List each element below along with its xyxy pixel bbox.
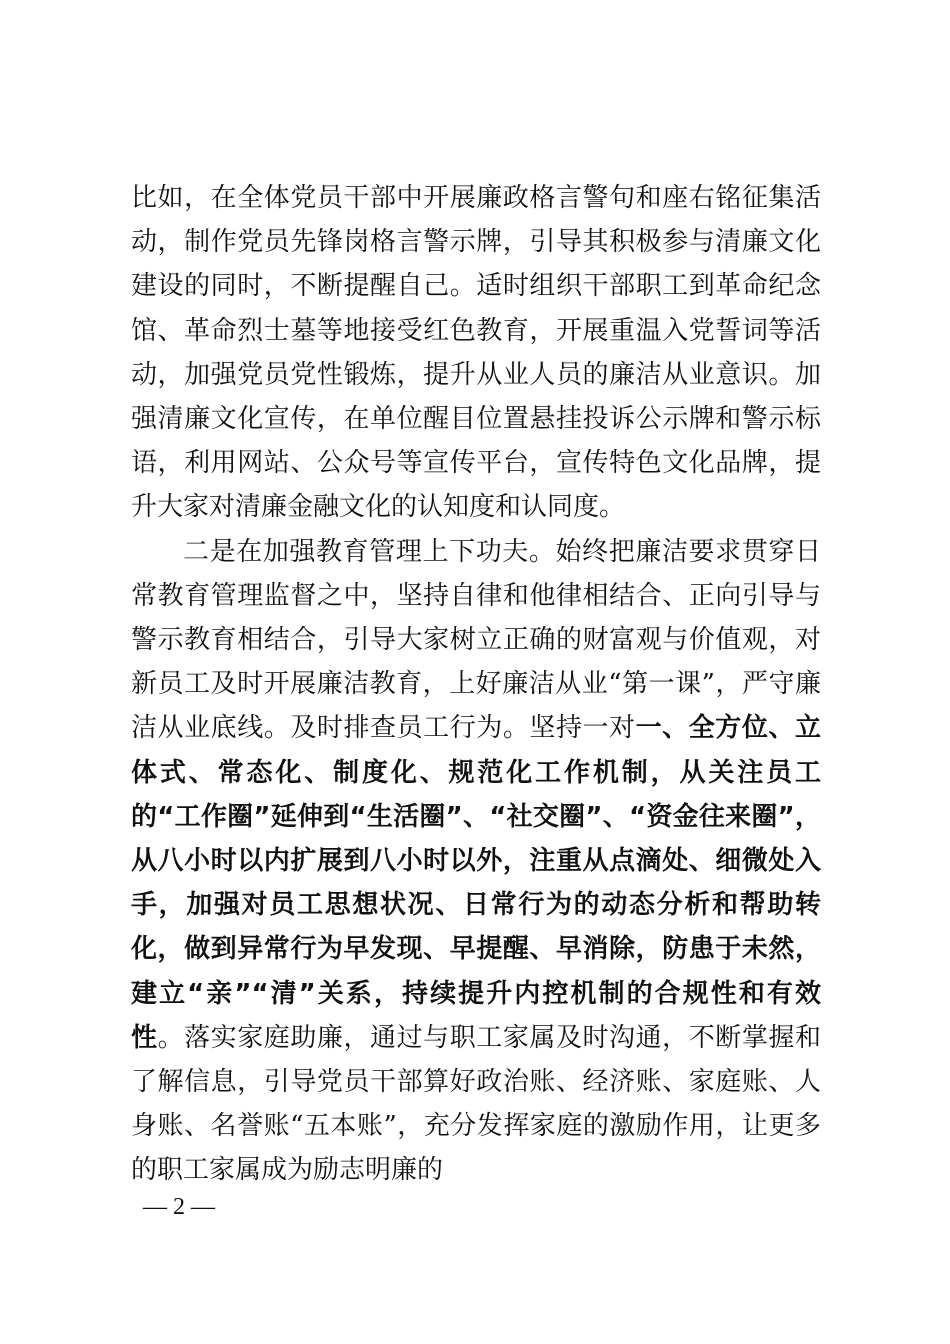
paragraph-2-bold-text: 一、全方位、立体式、常态化、制度化、规范化工作机制，从关注员工的“工作圈”延伸到“生活圈”、“社交圈”、“资金往来圈”，从八小时以内扩展到八小时以外，注重从点滴处、细微处入手，加强对员工思想状况、日常行为的动态分析和帮助转化，做到异常行为早发现、早提醒、早消除，防患于未然，建立“亲”“清”关系，持续提升内控机制的合规性和有效性 — [131, 713, 821, 1053]
page-number: — 2 — — [143, 1194, 215, 1220]
paragraph-2-continuation: 。落实家庭助廉，通过与职工家属及时沟通，不断掌握和了解信息，引导党员干部算好政治账、经济账、家庭账、人身账、名誉账“五本账”，充分发挥家庭的激励作用，让更多的职工家属成为励志明廉的 — [131, 1022, 821, 1186]
paragraph-1: 比如，在全体党员干部中开展廉政格言警句和座右铭征集活动，制作党员先锋岗格言警示牌，引导其积极参与清廉文化建设的同时，不断提醒自己。适时组织干部职工到革命纪念馆、革命烈士墓等地接受红色教育，开展重温入党誓词等活动，加强党员党性锻炼，提升从业人员的廉洁从业意识。加强清廉文化宣传，在单位醒目位置悬挂投诉公示牌和警示标语，利用网站、公众号等宣传平台，宣传特色文化品牌，提升大家对清廉金融文化的认知度和认同度。 — [131, 183, 821, 523]
paragraph-2-intro: 二是在加强教育管理上下功夫。始终把廉洁要求贯穿日常教育管理监督之中，坚持自律和他律相结合、正向引导与警示教育相结合，引导大家树立正确的财富观与价值观，对新员工及时开展廉洁教育，上好廉洁从业“第一课”，严守廉洁从业底线。及时排查员工行为。坚持一对 — [131, 536, 821, 744]
paragraph-2 — [131, 530, 821, 1193]
document-body — [131, 176, 821, 1193]
